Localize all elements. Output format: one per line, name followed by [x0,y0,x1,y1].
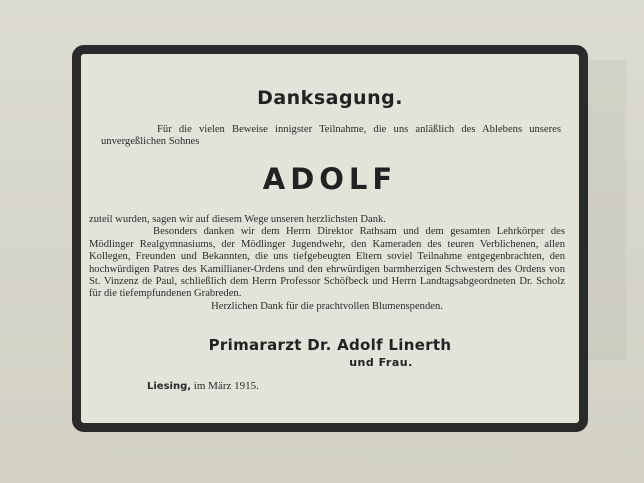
place-date [147,380,259,392]
paper-shadow [586,60,626,360]
signer-addition: und Frau. [349,356,413,369]
signer-name: Primararzt Dr. Adolf Linerth [208,336,452,354]
obituary-notice [72,45,588,432]
intro-text: Für die vielen Beweise innigster Teilnahme, die uns anläßlich des Ablebens unseres unvergeßlichen Sohnes [101,124,561,148]
special-thanks-paragraph: Besonders danken wir dem Herrn Direktor Rathsam und dem gesamten Lehrkörper des Mödlinger Realgymnasiums, der Mödlinger Jugendwehr, den Kameraden des teuren Verblichenen, allen Kollegen, Freunden und Bekannten, die uns tiefgebeugten Eltern soviel Teilnahme entgegenbrachten, den hochwürdigen Patres des Kamillianer-Ordens und den ehrwürdigen barmherzigen Schwestern des Ordens von St. Vinzenz de Paul, schließlich dem Herrn Professor Schöfbeck und Herrn Landtagsabgeordneten Dr. Scholz für die tiefempfundenen Grabreden. [89,226,565,300]
flowers-thanks: Herzlichen Dank für die prachtvollen Blumenspenden. [211,300,443,312]
place-name: Liesing, [147,381,192,392]
thanks-line: zuteil wurden, sagen wir auf diesem Wege unseren herzlichsten Dank. [89,214,386,225]
deceased-name: ADOLF [262,162,398,196]
notice-date: im März 1915. [193,380,259,392]
notice-title: Danksagung. [257,87,403,109]
thanks-body [89,214,565,313]
